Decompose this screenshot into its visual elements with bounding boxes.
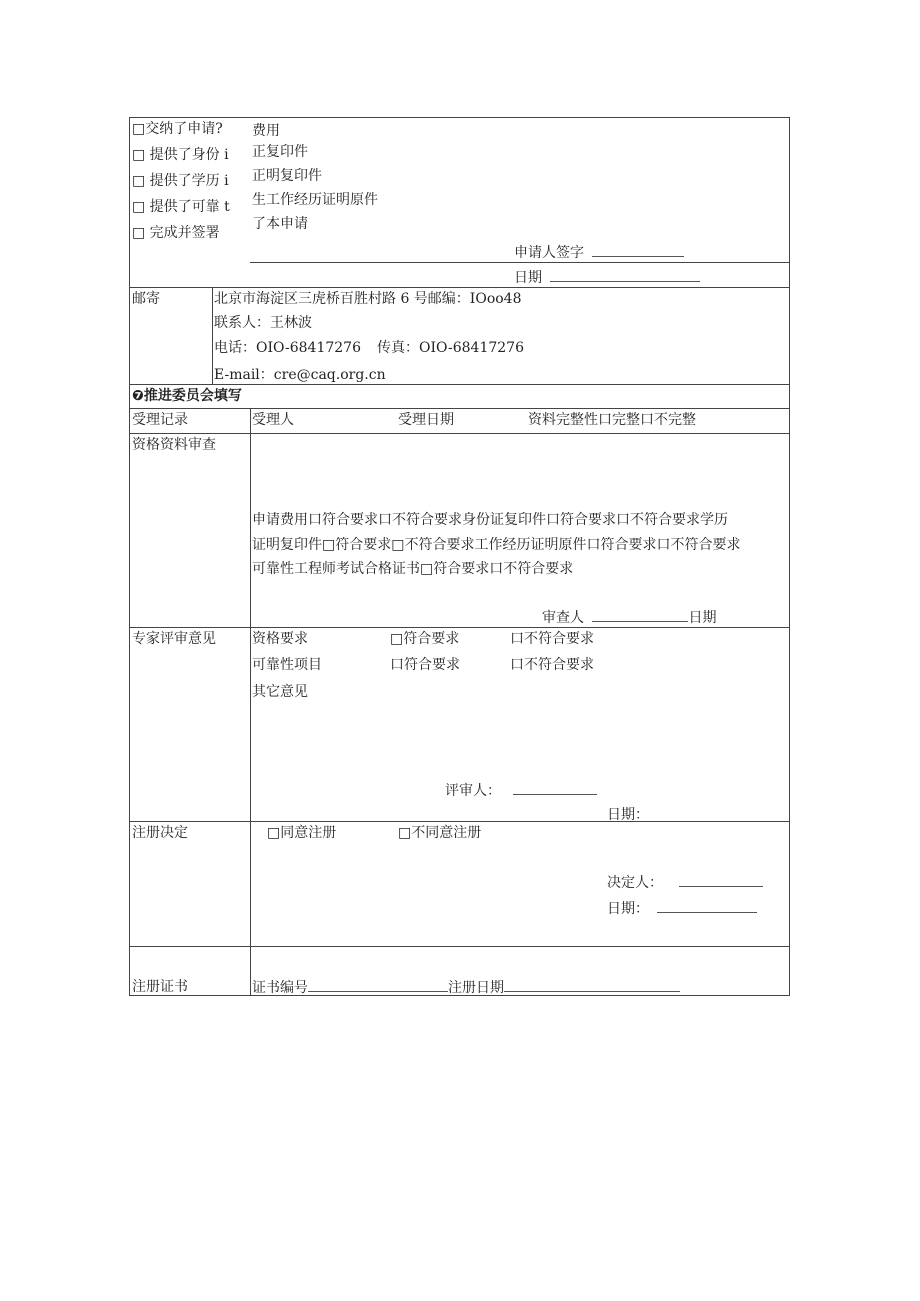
checklist-item-reliability[interactable]: □ 提供了可靠 t [132,199,230,215]
decision-date-field[interactable] [657,899,757,913]
checklist-item-education[interactable]: □ 提供了学历 i [132,173,229,189]
checklist-continuation: 正明复印件 [252,168,322,184]
mailing-contact: 联系人：王林波 [214,315,312,331]
decision-agree[interactable]: □同意注册 [267,825,337,841]
applicant-date-label: 日期 [514,268,700,287]
checklist-item-fee[interactable]: □交纳了申请? [132,121,223,137]
row-divider [130,384,790,385]
row-divider [130,408,790,409]
committee-section-header: ❼推进委员会填写 [132,388,242,404]
expert-review-ok[interactable]: □符合要求 [390,631,460,647]
row-divider [130,627,790,628]
mailing-phone: 电话：OIO-68417276 [214,340,361,356]
checklist-continuation: 费用 [252,123,280,139]
qualification-review-date: 日期 [688,610,717,626]
applicant-date-field[interactable] [550,268,700,282]
expert-review-item: 可靠性项目 [252,657,322,673]
qualification-reviewer-label: 审查人 日期 [542,610,717,626]
certificate-label: 注册证书 [132,979,188,995]
expert-reviewer-label: 评审人： [445,781,597,800]
checklist-continuation: 了本申请 [252,216,308,232]
applicant-signature-field[interactable] [592,243,684,257]
receipt-handler: 受理人 [252,412,294,428]
expert-review-label: 专家评审意见 [132,631,216,647]
mailing-fax: 传真：OIO-68417276 [377,340,524,356]
qualification-review-line[interactable]: 可靠性工程师考试合格证书□符合要求口不符合要求 [252,561,574,577]
mailing-address: 北京市海淀区三虎桥百胜村路 6 号邮编：IOoo48 [214,291,522,307]
applicant-signature-label: 申请人签字 [514,243,684,262]
qualification-review-line[interactable]: 证明复印件□符合要求□不符合要求工作经历证明原件口符合要求口不符合要求 [252,537,741,553]
row-divider [130,946,790,947]
certificate-number-label: 证书编号 注册日期 [252,978,680,997]
receipt-label: 受理记录 [132,412,188,428]
mailing-label: 邮寄 [132,291,160,307]
decision-label: 注册决定 [132,825,188,841]
registration-form [129,117,790,996]
column-divider [212,287,213,384]
expert-review-not-ok[interactable]: 口不符合要求 [510,631,594,647]
expert-review-not-ok[interactable]: 口不符合要求 [510,657,594,673]
checklist-item-signed[interactable]: □ 完成并签署 [132,225,220,241]
qualification-review-label: 资格资料审查 [132,437,216,453]
receipt-date: 受理日期 [398,412,454,428]
certificate-date-field[interactable] [504,978,680,992]
checklist-item-id[interactable]: □ 提供了身份 i [132,147,229,163]
receipt-completeness[interactable]: 资料完整性口完整口不完整 [528,412,696,428]
expert-other-opinions: 其它意见 [252,684,308,700]
decision-disagree[interactable]: □不同意注册 [398,825,482,841]
decider-field[interactable] [679,873,763,887]
row-divider [130,433,790,434]
row-divider [130,821,790,822]
qualification-reviewer-field[interactable] [592,608,688,622]
mailing-email[interactable]: E-mail：cre@caq.org.cn [214,367,386,383]
expert-review-item: 资格要求 [252,631,308,647]
column-divider [250,408,251,996]
expert-review-date: 日期： [607,807,649,820]
decision-date-label: 日期： [607,899,757,918]
expert-review-ok[interactable]: 口符合要求 [390,657,460,673]
signature-divider [250,262,790,263]
row-divider [130,287,790,288]
checklist-continuation: 生工作经历证明原件 [252,192,378,208]
checklist-continuation: 正复印件 [252,144,308,160]
decider-label: 决定人： [607,873,763,892]
certificate-date-label: 注册日期 [448,980,504,996]
qualification-review-line[interactable]: 申请费用口符合要求口不符合要求身份证复印件口符合要求口不符合要求学历 [252,512,728,528]
expert-reviewer-field[interactable] [513,781,597,795]
certificate-number-field[interactable] [308,978,448,992]
